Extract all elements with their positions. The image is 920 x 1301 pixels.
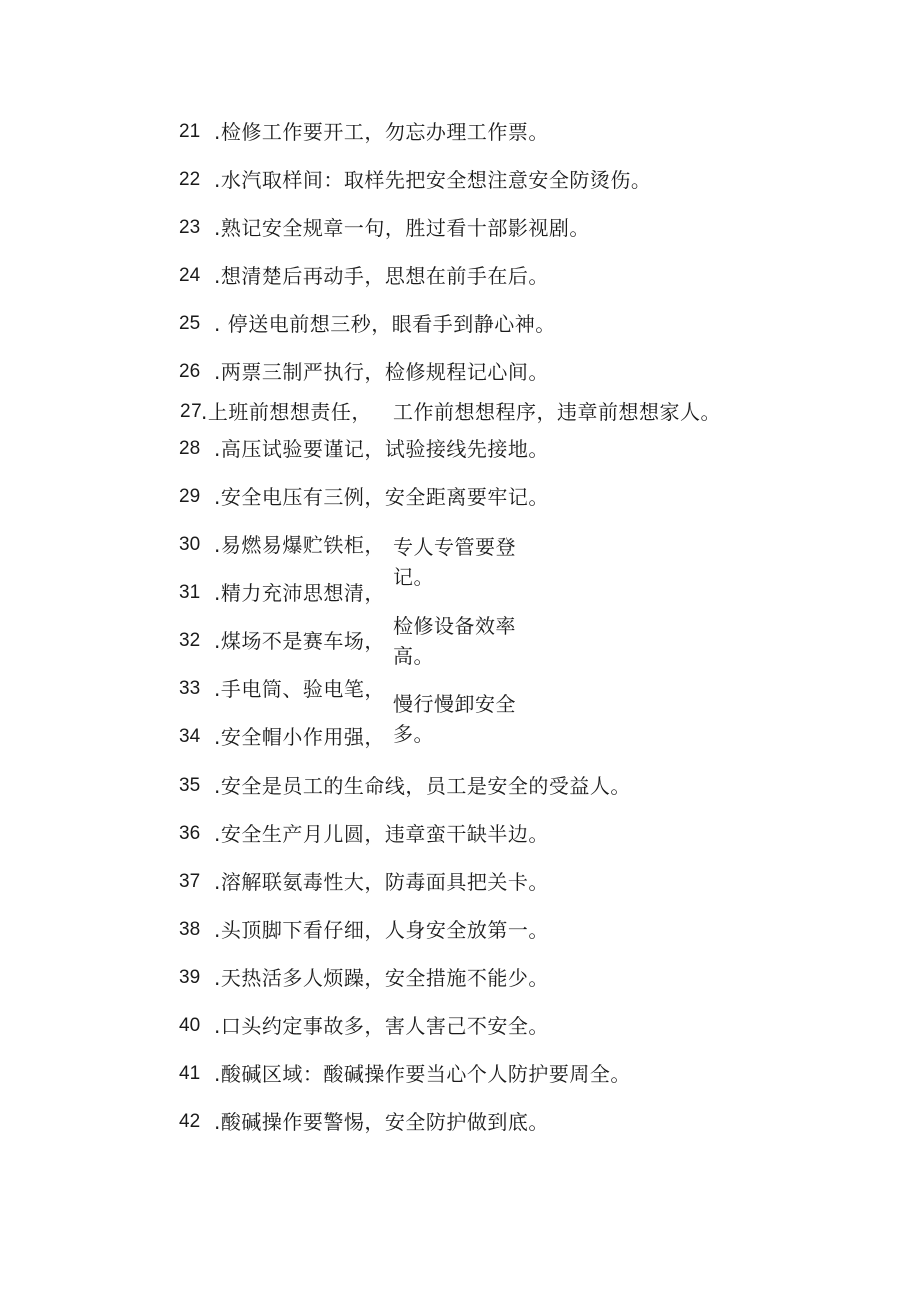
item-number: 37 [179, 871, 201, 892]
item-text: .上班前想想责任， [201, 400, 372, 424]
item-number: 42 [179, 1111, 201, 1132]
item-text: .手电筒、验电笔， [214, 677, 385, 701]
item-text: .煤场不是赛车场， [214, 629, 385, 653]
item-text: .熟记安全规章一句，胜过看十部影视剧。 [214, 216, 590, 240]
item-number: 38 [179, 919, 201, 940]
side-text: 多。 [393, 722, 434, 746]
item-text: .两票三制严执行，检修规程记心间。 [214, 360, 549, 384]
side-text: 高。 [393, 644, 434, 668]
item-number: 35 [179, 775, 201, 796]
item-number: 24 [179, 265, 201, 286]
item-number: 30 [179, 534, 201, 555]
item-text: .溶解联氨毒性大，防毒面具把关卡。 [214, 870, 549, 894]
item-number: 22 [179, 169, 201, 190]
item-text: .酸碱区域：酸碱操作要当心个人防护要周全。 [214, 1062, 631, 1086]
item-text-continued: 工作前想想程序，违章前想想家人。 [393, 400, 721, 424]
item-text: .水汽取样间：取样先把安全想注意安全防烫伤。 [214, 168, 652, 192]
item-number: 34 [179, 726, 201, 747]
item-text: .安全是员工的生命线，员工是安全的受益人。 [214, 774, 631, 798]
item-number: 32 [179, 630, 201, 651]
item-text: .安全生产月儿圆，违章蛮干缺半边。 [214, 822, 549, 846]
item-text: .检修工作要开工，勿忘办理工作票。 [214, 120, 549, 144]
side-text: 记。 [393, 565, 434, 589]
item-text: .酸碱操作要警惕，安全防护做到底。 [214, 1110, 549, 1134]
item-text: .口头约定事故多，害人害己不安全。 [214, 1014, 549, 1038]
item-number: 26 [179, 361, 201, 382]
side-text: 检修设备效率 [393, 614, 516, 638]
item-text: .想清楚后再动手，思想在前手在后。 [214, 264, 549, 288]
item-number: 28 [179, 438, 201, 459]
item-number: 31 [179, 582, 201, 603]
item-number: 40 [179, 1015, 201, 1036]
item-text: .高压试验要谨记，试验接线先接地。 [214, 437, 549, 461]
item-number: 27 [180, 401, 203, 422]
item-number: 36 [179, 823, 201, 844]
item-text: . 停送电前想三秒，眼看手到静心神。 [214, 312, 556, 336]
item-text: .头顶脚下看仔细，人身安全放第一。 [214, 918, 549, 942]
item-number: 25 [179, 313, 201, 334]
item-text: .安全电压有三例，安全距离要牢记。 [214, 485, 549, 509]
item-number: 33 [179, 678, 201, 699]
item-text: .安全帽小作用强， [214, 725, 385, 749]
item-number: 41 [179, 1063, 201, 1084]
side-text: 专人专管要登 [393, 535, 516, 559]
item-text: .易燃易爆贮铁柜， [214, 533, 385, 557]
item-text: .精力充沛思想清， [214, 581, 385, 605]
side-text: 慢行慢卸安全 [393, 692, 516, 716]
item-number: 23 [179, 217, 201, 238]
item-text: .天热活多人烦躁，安全措施不能少。 [214, 966, 549, 990]
item-number: 39 [179, 967, 201, 988]
item-number: 29 [179, 486, 201, 507]
item-number: 21 [179, 121, 201, 142]
